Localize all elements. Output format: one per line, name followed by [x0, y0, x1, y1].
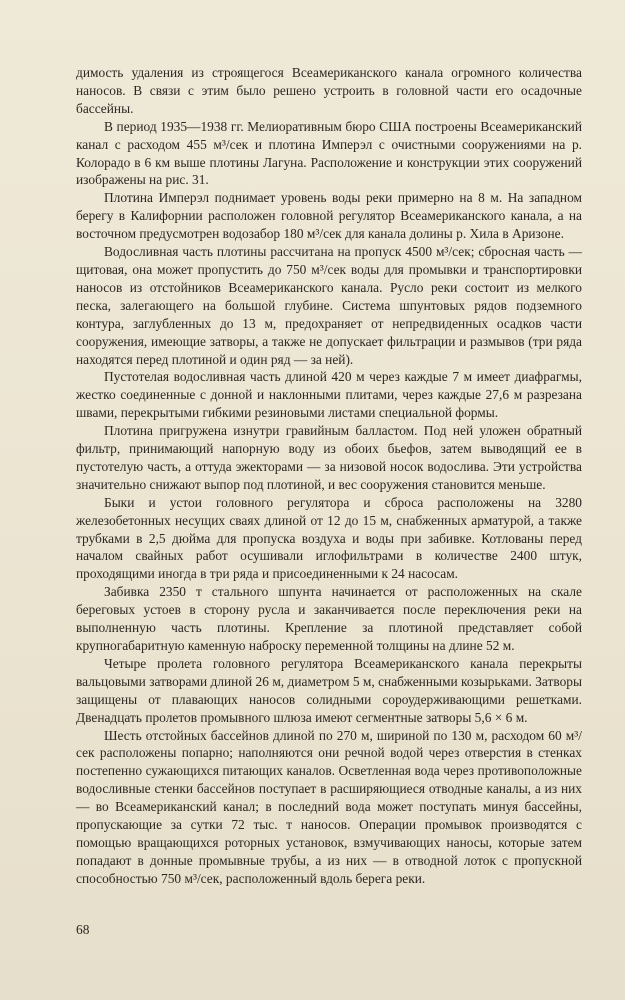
page-number: 68 [76, 922, 90, 937]
paragraph-1: димость удаления из строящегося Всеамериканского канала огромного количества наносов. В связи с этим было решено устроить в головной части его осадочные бассейны. [76, 65, 582, 116]
paragraph-7: Быки и устои головного регулятора и сброса расположены на 3280 железобетонных несущих сваях длиной от 12 до 15 м, снабженных арматурой, а также трубками в 2,5 дюйма для пропуска воздуха и воды при забивке. Котлованы перед началом свайных работ осушивали иглофильтрами в количестве 2400 штук, проходящими иногда в три ряда и присоединенными к 24 насосам. [76, 494, 582, 582]
paragraph-9: Четыре пролета головного регулятора Всеамериканского канала перекрыты вальцовыми затворами длиной 26 м, диаметром 5 м, снабженными козырьками. Затворы защищены от плавающих наносов солидными сороудерживающими решетками. Двенадцать пролетов промывного шлюза имеют сегментные затворы 5,6 × 6 м. [76, 655, 582, 725]
paragraph-5: Пустотелая водосливная часть длиной 420 м через каждые 7 м имеет диафрагмы, жестко соединенные с донной и наклонными плитами, через каждые 27,6 м разрезана швами, перекрытыми гибкими резиновыми листами специальной формы. [76, 369, 582, 421]
body-text [76, 64, 582, 888]
paragraph-8: Забивка 2350 т стального шпунта начинается от расположенных на скале береговых устоев в сторону русла и заканчивается после переключения реки на выполненную часть плотины. Крепление за плотиной представляет собой крупногабаритную каменную наброску переменной толщины на длине 52 м. [76, 584, 582, 653]
paragraph-3: Плотина Имперэл поднимает уровень воды реки примерно на 8 м. На западном берегу в Калифорнии расположен головной регулятор Всеамериканского канала, а на восточном предусмотрен водозабор 180 м³/сек для канала долины р. Хила в Аризоне. [76, 190, 582, 242]
paragraph-4: Водосливная часть плотины рассчитана на пропуск 4500 м³/сек; сбросная часть — щитовая, она может пропустить до 750 м³/сек воды для промывки и транспортировки наносов из отстойников Всеамериканского канала. Русло реки состоит из мелкого песка, залегающего на большой глубине. Система шпунтовых рядов подземного контура, заглубленных до 13 м, предохраняет от непредвиденных осадков части сооружения, имеющие затворы, а также не допускает фильтрации и размывов (три ряда находятся перед плотиной и один ряд — за ней). [76, 244, 582, 367]
paragraph-6: Плотина пригружена изнутри гравийным балластом. Под ней уложен обратный фильтр, принимающий напорную воду из обоих бьефов, затем выводящий ее в пустотелую часть, а оттуда эжекторами — за низовой носок водослива. Эти устройства значительно снижают выпор под плотиной, и вес сооружения становится меньше. [76, 423, 582, 492]
paragraph-10: Шесть отстойных бассейнов длиной по 270 м, шириной по 130 м, расходом 60 м³/сек расположены попарно; наполняются они речной водой через отверстия в стенках постепенно сужающихся питающих каналов. Осветленная вода через противоположные водосливные стенки бассейнов поступает в расширяющиеся отводные каналы, а из них — во Всеамериканский канал; в последний вода может поступать минуя бассейны, пропускающие за сутки 72 тыс. т наносов. Операции промывок производятся с помощью вращающихся роторных установок, взмучивающих наносы, которые затем попадают в донные промывные трубы, а из них — в отводной лоток с пропускной способностью 750 м³/сек, расположенный вдоль берега реки. [76, 727, 582, 886]
paragraph-2: В период 1935—1938 гг. Мелиоративным бюро США построены Всеамериканский канал с расходом 455 м³/сек и плотина Имперэл с очистными сооружениями на р. Колорадо в 6 км выше плотины Лагуна. Расположение и конструкции этих сооружений изображены на рис. 31. [76, 118, 582, 188]
